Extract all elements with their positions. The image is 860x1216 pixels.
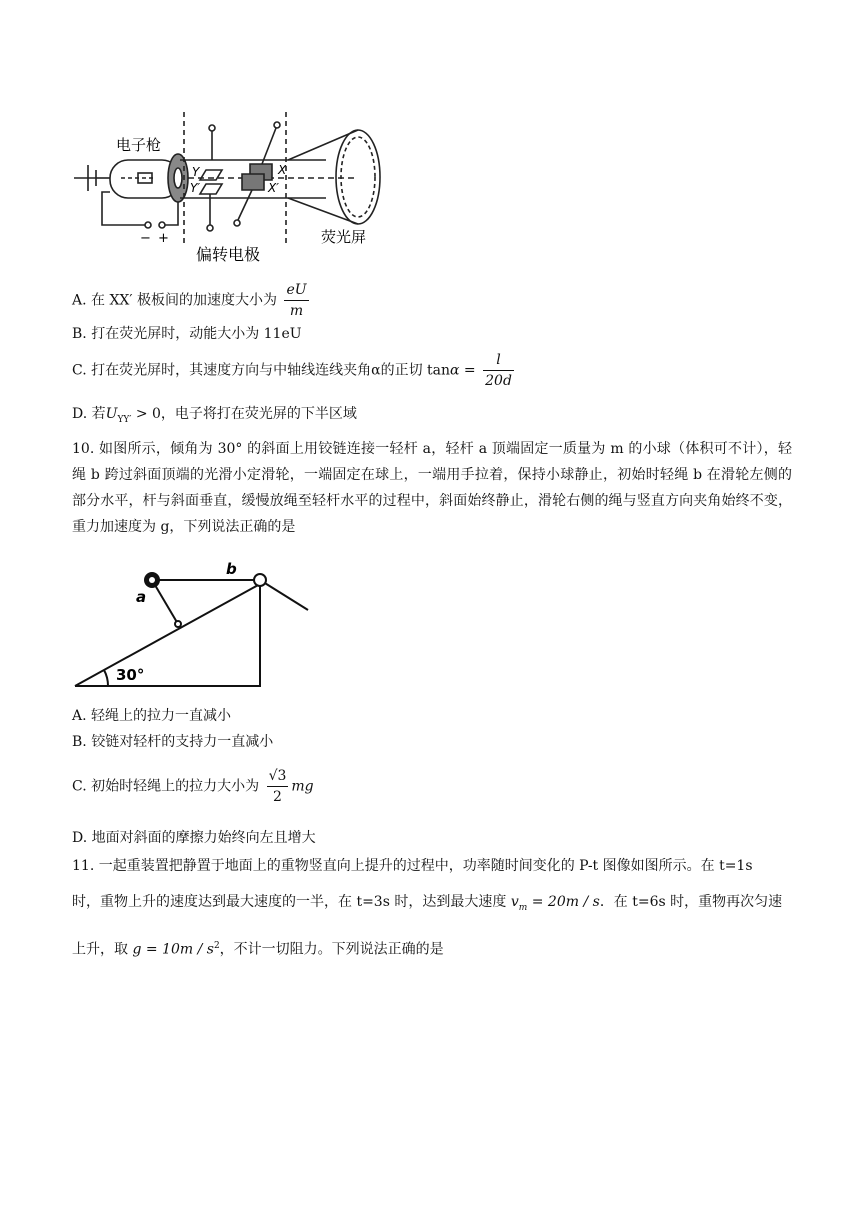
q9-option-b: B. 打在荧光屏时，动能大小为 11eU (72, 326, 302, 342)
label-minus: − (140, 231, 151, 246)
q9-option-a-numerator: eU (284, 280, 308, 301)
q11-line-3-math: g = 10m / s (132, 941, 214, 958)
label-deflection-electrodes: 偏转电极 (196, 245, 261, 264)
q9-option-d-math: U (105, 406, 118, 422)
q11-line-1: 11. 一起重装置把静置于地面上的重物竖直向上提升的过程中，功率随时间变化的 P-t 图像如图所示。在 t=1s (72, 858, 753, 874)
q10-option-c-text: C. 初始时轻绳上的拉力大小为 (72, 778, 260, 795)
incline-diagram (70, 556, 320, 696)
q11-line-2-prefix: 时，重物上升的速度达到最大速度的一半，在 t=3s 时，达到最大速度 (72, 894, 507, 910)
q11-line-2-suffix: ．在 t=6s 时，重物再次匀速 (599, 894, 783, 910)
label-y: Y (192, 165, 200, 179)
q9-option-c-fraction (483, 350, 514, 391)
crt-diagram (66, 100, 396, 270)
q10-option-a: A. 轻绳上的拉力一直减小 (72, 708, 232, 724)
q9-option-d-prefix: D. 若 (72, 406, 106, 422)
q9-option-d (72, 404, 357, 430)
q10-option-c-denominator: 2 (273, 789, 282, 805)
q9-option-a-denominator: m (289, 303, 304, 319)
label-xp: X′ (268, 181, 279, 195)
q9-option-a (72, 280, 312, 321)
label-x: X (278, 163, 287, 177)
q9-option-a-text: A. 在 XX′ 极板间的加速度大小为 (72, 292, 278, 309)
label-b: b (226, 560, 237, 578)
q11-line-3-prefix: 上升，取 (72, 941, 128, 958)
q11-line-2 (72, 892, 782, 918)
q11-line-2-math: v (510, 894, 519, 910)
q10-option-c-suffix: mg (291, 778, 314, 795)
q11-line-3-suffix: ，不计一切阻力。下列说法正确的是 (219, 941, 444, 958)
q11-line-2-eq: = 20m / s (527, 894, 600, 910)
q10-question-text: 10. 如图所示，倾角为 30° 的斜面上用铰链连接一轻杆 a，轻杆 a 顶端固定一质量为 m 的小球（体积可不计），轻绳 b 跨过斜面顶端的光滑小定滑轮，一端固定在球上，一端用手拉着，保持小球静止，初始时轻绳 b 在滑轮左侧的部分水平，杆与斜面垂直，缓慢放绳至轻杆水平的过程中，斜面始终静止，滑轮右侧的绳与竖直方向夹角始终不变，重力加速度为 g，下列说法正确的是 (72, 441, 792, 535)
q11-line-3 (72, 936, 444, 960)
q11-line-3-sup: 2 (213, 941, 220, 951)
q9-option-c-numerator: l (483, 350, 514, 371)
q10-option-b: B. 铰链对轻杆的支持力一直减小 (72, 734, 274, 750)
label-a: a (136, 588, 147, 606)
label-angle: 30° (116, 666, 145, 684)
q11-line-2-sub: m (518, 902, 528, 913)
q9-option-d-suffix: > 0，电子将打在荧光屏的下半区域 (131, 406, 357, 422)
q9-option-c-denominator: 20d (485, 373, 512, 389)
q10-option-c-numerator: √3 (267, 766, 289, 787)
q9-option-c-alpha: α (450, 362, 460, 379)
q9-option-c (72, 350, 517, 391)
label-screen: 荧光屏 (321, 228, 367, 246)
q9-option-c-text: C. 打在荧光屏时，其速度方向与中轴线连线夹角α的正切 tan (72, 362, 451, 379)
q9-option-a-fraction (284, 280, 308, 321)
q10-option-c-fraction (267, 766, 289, 807)
label-electron-gun: 电子枪 (116, 136, 162, 154)
q10-option-c (72, 766, 314, 807)
q9-option-c-eq: = (459, 362, 481, 379)
label-plus: + (158, 231, 169, 246)
label-yp: Y′ (190, 181, 201, 195)
q9-option-d-sub: YY′ (117, 414, 132, 425)
q10-option-d: D. 地面对斜面的摩擦力始终向左且增大 (72, 830, 316, 846)
